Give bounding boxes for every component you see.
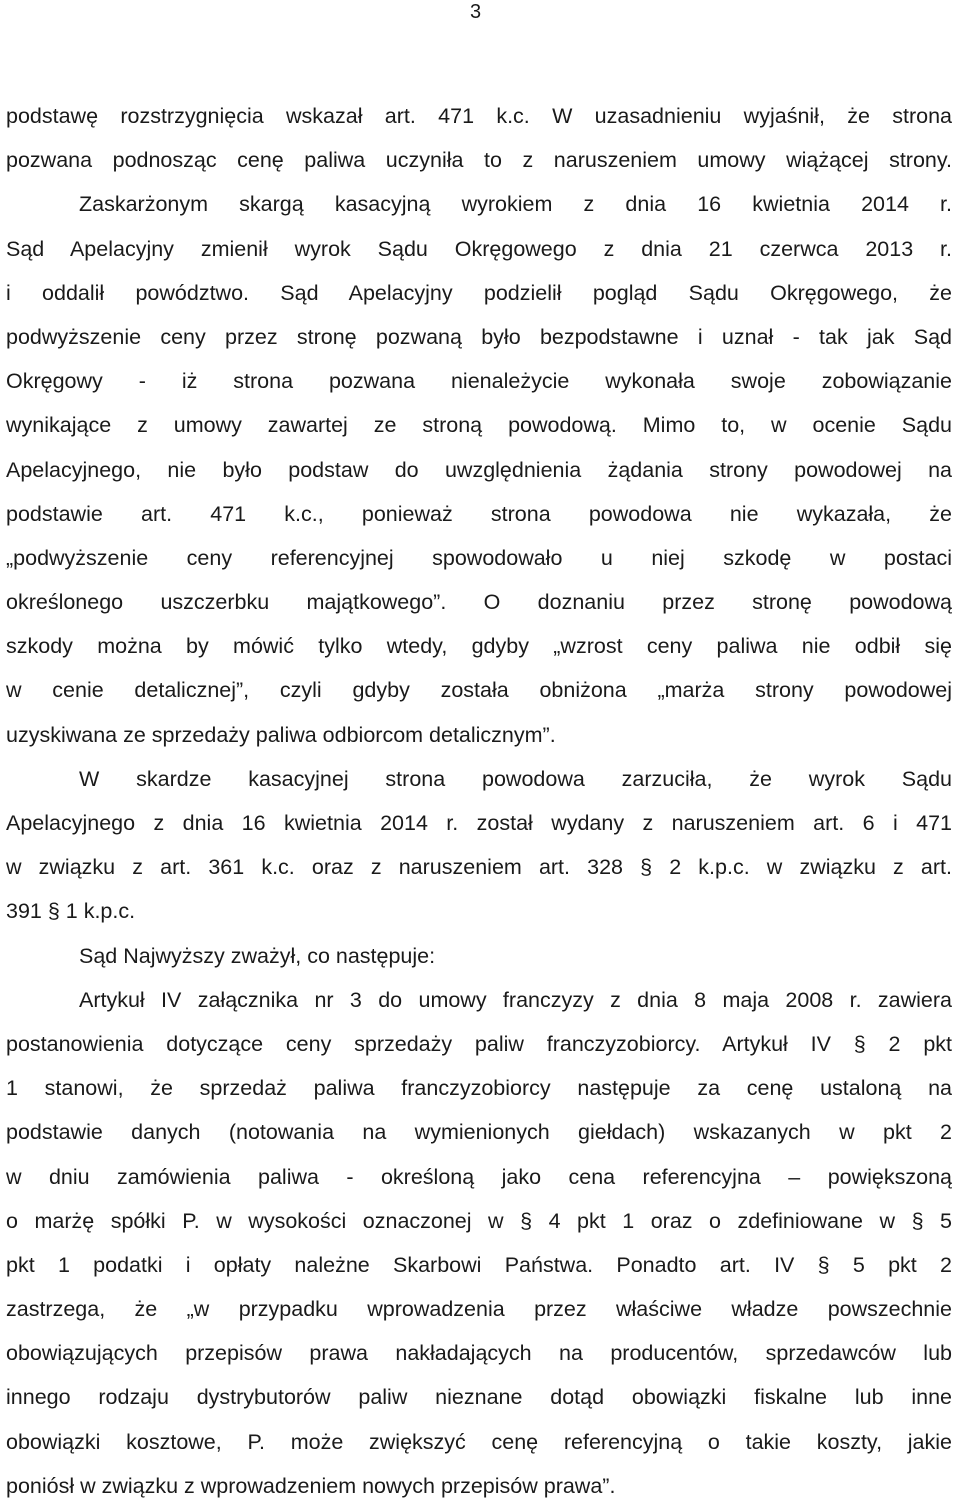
text-line: podstawie art. 471 k.c., ponieważ strona powodowa nie wykazała, że [6, 501, 952, 526]
text-line: podstawę rozstrzygnięcia wskazał art. 471 k.c. W uzasadnieniu wyjaśnił, że strona [6, 104, 952, 128]
text-line: określonego uszczerbku majątkowego”. O doznaniu przez stronę powodową [6, 590, 952, 615]
text-line: podwyższenie ceny przez stronę pozwaną było bezpodstawne i uznał - tak jak Sąd [6, 324, 952, 349]
text-line: Apelacyjnego, nie było podstaw do uwzględnienia żądania strony powodowej na [6, 457, 952, 482]
text-line: Artykuł IV załącznika nr 3 do umowy franczyzy z dnia 8 maja 2008 r. zawiera [79, 987, 952, 1012]
text-line: pozwana podnosząc cenę paliwa uczyniła to z naruszeniem umowy wiążącej strony. [6, 148, 952, 173]
text-line: uzyskiwana ze sprzedaży paliwa odbiorcom detalicznym”. [6, 722, 556, 747]
text-line: Okręgowy - iż strona pozwana nienależycie wykonała swoje zobowiązanie [6, 369, 952, 394]
text-line: Sąd Apelacyjny zmienił wyrok Sądu Okręgowego z dnia 21 czerwca 2013 r. [6, 236, 952, 261]
text-line: w cenie detalicznej”, czyli gdyby została obniżona „marża strony powodowej [6, 678, 952, 703]
page-number: 3 [470, 1, 482, 23]
text-line: wynikające z umowy zawartej ze stroną powodową. Mimo to, w ocenie Sądu [6, 413, 952, 438]
text-line: postanowienia dotyczące ceny sprzedaży paliw franczyzobiorcy. Artykuł IV § 2 pkt [6, 1031, 952, 1056]
text-line: poniósł w związku z wprowadzeniem nowych przepisów prawa”. [6, 1473, 616, 1498]
text-line: Zaskarżonym skargą kasacyjną wyrokiem z dnia 16 kwietnia 2014 r. [79, 192, 952, 217]
text-line: W skardze kasacyjnej strona powodowa zarzuciła, że wyrok Sądu [79, 766, 952, 791]
text-line: w dniu zamówienia paliwa - określoną jako cena referencyjna – powiększoną [6, 1164, 952, 1189]
text-line: o marżę spółki P. w wysokości oznaczonej w § 4 pkt 1 oraz o zdefiniowane w § 5 [6, 1208, 952, 1233]
text-line: podstawie danych (notowania na wymienionych giełdach) wskazanych w pkt 2 [6, 1120, 952, 1145]
text-line: zastrzega, że „w przypadku wprowadzenia przez właściwe władze powszechnie [6, 1297, 952, 1322]
text-line: szkody można by mówić tylko wtedy, gdyby „wzrost ceny paliwa nie odbił się [6, 634, 952, 659]
document-body [6, 94, 952, 1508]
text-line: Sąd Najwyższy zważył, co następuje: [79, 943, 436, 968]
text-line: obowiązki kosztowe, P. może zwiększyć cenę referencyjną o takie koszty, jakie [6, 1429, 952, 1454]
text-line: w związku z art. 361 k.c. oraz z naruszeniem art. 328 § 2 k.p.c. w związku z art. [6, 855, 952, 880]
text-line: obowiązujących przepisów prawa nakładających na producentów, sprzedawców lub [6, 1341, 952, 1366]
text-line: i oddalił powództwo. Sąd Apelacyjny podzielił pogląd Sądu Okręgowego, że [6, 280, 952, 305]
text-line: 1 stanowi, że sprzedaż paliwa franczyzobiorcy następuje za cenę ustaloną na [6, 1076, 952, 1101]
text-line: Apelacyjnego z dnia 16 kwietnia 2014 r. został wydany z naruszeniem art. 6 i 471 [6, 811, 952, 835]
text-line: „podwyższenie ceny referencyjnej spowodowało u niej szkodę w postaci [6, 545, 952, 570]
text-line: 391 § 1 k.p.c. [6, 899, 136, 924]
text-line: innego rodzaju dystrybutorów paliw nieznane dotąd obowiązki fiskalne lub inne [6, 1385, 952, 1410]
text-line: pkt 1 podatki i opłaty należne Skarbowi Państwa. Ponadto art. IV § 5 pkt 2 [6, 1252, 952, 1277]
